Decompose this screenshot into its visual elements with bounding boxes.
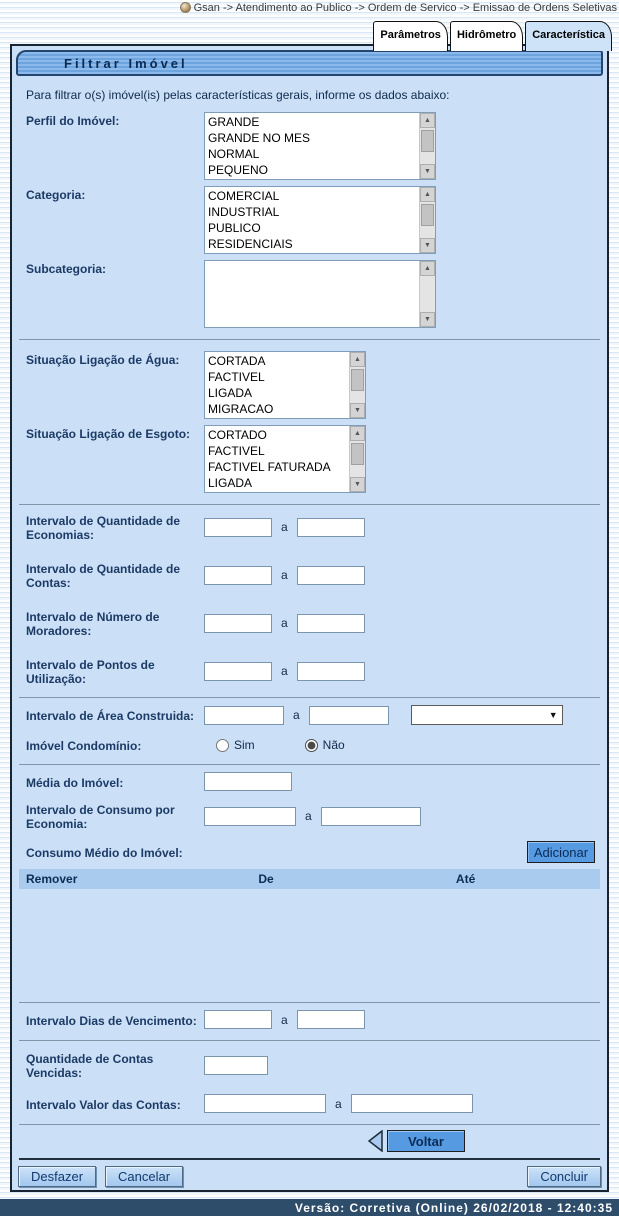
section-divider xyxy=(19,504,600,505)
condominio-nao-option[interactable] xyxy=(305,738,345,752)
listbox-option[interactable]: INDUSTRIAL xyxy=(208,205,280,219)
voltar-button[interactable]: Voltar xyxy=(387,1130,465,1152)
consumo-economia-from-input[interactable] xyxy=(204,807,296,826)
scroll-down-icon[interactable]: ▼ xyxy=(420,164,435,179)
chevron-down-icon: ▼ xyxy=(548,710,558,720)
media-input[interactable] xyxy=(204,772,292,791)
perfil-listbox[interactable] xyxy=(204,112,436,180)
scroll-thumb[interactable] xyxy=(351,369,364,391)
contas-vencidas-label: Quantidade de Contas Vencidas: xyxy=(26,1052,154,1080)
scroll-thumb[interactable] xyxy=(421,204,434,226)
pontos-label: Intervalo de Pontos de Utilização: xyxy=(26,658,155,686)
listbox-option[interactable]: RESIDENCIAIS xyxy=(208,237,293,251)
subcategoria-listbox[interactable] xyxy=(204,260,436,328)
listbox-option[interactable]: MIGRACAO xyxy=(208,402,274,416)
moradores-to-input[interactable] xyxy=(297,614,365,633)
scroll-up-icon[interactable]: ▲ xyxy=(350,352,365,367)
radio-label: Não xyxy=(322,738,345,752)
col-remover: Remover xyxy=(26,872,78,886)
area-unit-select[interactable] xyxy=(411,705,563,725)
listbox-option[interactable]: PUBLICO xyxy=(208,221,261,235)
scroll-down-icon[interactable]: ▼ xyxy=(350,477,365,492)
consumo-medio-label: Consumo Médio do Imóvel: xyxy=(26,846,183,860)
listbox-option[interactable]: COMERCIAL xyxy=(208,189,280,203)
valor-contas-from-input[interactable] xyxy=(204,1094,326,1113)
subcategoria-label: Subcategoria: xyxy=(26,262,107,276)
gsan-icon xyxy=(180,2,191,13)
consumo-table xyxy=(19,869,600,991)
consumo-economia-to-input[interactable] xyxy=(321,807,421,826)
categoria-listbox[interactable] xyxy=(204,186,436,254)
range-connector: a xyxy=(305,809,312,823)
listbox-option[interactable]: FACTIVEL FATURADA xyxy=(208,460,331,474)
scroll-up-icon[interactable]: ▲ xyxy=(420,187,435,202)
range-connector: a xyxy=(281,1012,288,1027)
scroll-up-icon[interactable]: ▲ xyxy=(350,426,365,441)
vencimento-to-input[interactable] xyxy=(297,1010,365,1029)
scroll-down-icon[interactable]: ▼ xyxy=(420,312,435,327)
situacao-esgoto-label: Situação Ligação de Esgoto: xyxy=(26,427,191,441)
section-divider xyxy=(19,1124,600,1125)
condominio-sim-option[interactable] xyxy=(216,738,255,752)
moradores-from-input[interactable] xyxy=(204,614,272,633)
adicionar-button[interactable]: Adicionar xyxy=(527,841,595,863)
contas-from-input[interactable] xyxy=(204,566,272,585)
tab-hidrometro[interactable]: Hidrômetro xyxy=(450,21,523,51)
situacao-esgoto-listbox[interactable] xyxy=(204,425,366,493)
listbox-option[interactable]: GRANDE xyxy=(208,115,260,129)
listbox-option[interactable]: FACTIVEL xyxy=(208,370,265,384)
vencimento-from-input[interactable] xyxy=(204,1010,272,1029)
section-divider xyxy=(19,764,600,765)
contas-label: Intervalo de Quantidade de Contas: xyxy=(26,562,181,590)
listbox-option[interactable]: GRANDE NO MES xyxy=(208,131,311,145)
condominio-sim-radio[interactable] xyxy=(216,739,229,752)
contas-to-input[interactable] xyxy=(297,566,365,585)
scroll-down-icon[interactable]: ▼ xyxy=(350,403,365,418)
scrollbar[interactable] xyxy=(349,426,365,492)
scroll-up-icon[interactable]: ▲ xyxy=(420,113,435,128)
pontos-to-input[interactable] xyxy=(297,662,365,681)
listbox-option[interactable]: FACTIVEL xyxy=(208,444,265,458)
back-arrow-icon[interactable] xyxy=(368,1130,383,1152)
footer-divider xyxy=(19,1158,600,1160)
situacao-agua-listbox[interactable] xyxy=(204,351,366,419)
perfil-label: Perfil do Imóvel: xyxy=(26,114,120,128)
listbox-option[interactable]: LIGADA xyxy=(208,386,253,400)
section-divider xyxy=(19,697,600,698)
categoria-label: Categoria: xyxy=(26,188,86,202)
range-connector: a xyxy=(335,1096,342,1111)
listbox-option[interactable]: PEQUENO xyxy=(208,163,269,177)
page-title: Filtrar Imóvel xyxy=(16,50,603,76)
scrollbar[interactable] xyxy=(419,261,435,327)
range-connector: a xyxy=(281,568,288,582)
desfazer-button[interactable]: Desfazer xyxy=(18,1166,96,1187)
range-connector: a xyxy=(293,708,300,722)
scrollbar[interactable] xyxy=(419,187,435,253)
scrollbar[interactable] xyxy=(349,352,365,418)
area-from-input[interactable] xyxy=(204,706,284,725)
breadcrumb xyxy=(0,0,619,14)
tab-bar xyxy=(373,21,612,51)
range-connector: a xyxy=(281,520,288,534)
economias-from-input[interactable] xyxy=(204,518,272,537)
valor-contas-to-input[interactable] xyxy=(351,1094,473,1113)
contas-vencidas-input[interactable] xyxy=(204,1056,268,1075)
listbox-option[interactable]: CORTADO xyxy=(208,428,267,442)
vencimento-label: Intervalo Dias de Vencimento: xyxy=(26,1013,197,1028)
scrollbar[interactable] xyxy=(419,113,435,179)
section-divider xyxy=(19,1002,600,1003)
area-to-input[interactable] xyxy=(309,706,389,725)
consumo-table-header xyxy=(19,869,600,889)
listbox-option[interactable]: NORMAL xyxy=(208,147,260,161)
listbox-option[interactable]: CORTADA xyxy=(208,354,266,368)
scroll-thumb[interactable] xyxy=(351,443,364,465)
version-text: Versão: Corretiva (Online) 26/02/2018 - 12:40:35 xyxy=(294,1200,613,1215)
range-connector: a xyxy=(281,616,288,630)
radio-label: Sim xyxy=(234,738,255,752)
listbox-option[interactable]: LIGADA xyxy=(208,476,253,490)
condominio-label: Imóvel Condomínio: xyxy=(26,739,142,753)
tab-parametros[interactable]: Parâmetros xyxy=(373,21,448,51)
intro-text: Para filtrar o(s) imóvel(is) pelas características gerais, informe os dados abaixo: xyxy=(26,88,450,102)
filter-panel xyxy=(10,44,609,1192)
pontos-from-input[interactable] xyxy=(204,662,272,681)
concluir-button[interactable]: Concluir xyxy=(527,1166,601,1187)
consumo-table-body xyxy=(19,889,600,991)
moradores-label: Intervalo de Número de Moradores: xyxy=(26,610,160,638)
condominio-nao-radio[interactable] xyxy=(305,739,318,752)
breadcrumb-text: Gsan -> Atendimento ao Publico -> Ordem de Servico -> Emissao de Ordens Seletivas xyxy=(193,1,617,14)
scroll-down-icon[interactable]: ▼ xyxy=(420,238,435,253)
area-label: Intervalo de Área Construida: xyxy=(26,709,195,723)
range-connector: a xyxy=(281,664,288,678)
consumo-economia-label: Intervalo de Consumo por Economia: xyxy=(26,803,175,831)
section-divider xyxy=(19,1040,600,1041)
valor-contas-label: Intervalo Valor das Contas: xyxy=(26,1097,181,1112)
situacao-agua-label: Situação Ligação de Água: xyxy=(26,353,180,367)
economias-to-input[interactable] xyxy=(297,518,365,537)
cancelar-button[interactable]: Cancelar xyxy=(105,1166,183,1187)
tab-caracteristica[interactable]: Característica xyxy=(525,21,612,51)
section-divider xyxy=(19,339,600,340)
scroll-up-icon[interactable]: ▲ xyxy=(420,261,435,276)
col-ate: Até xyxy=(455,872,476,886)
scroll-thumb[interactable] xyxy=(421,130,434,152)
economias-label: Intervalo de Quantidade de Economias: xyxy=(26,514,181,542)
version-bar xyxy=(0,1199,619,1216)
col-de: De xyxy=(258,872,274,886)
media-label: Média do Imóvel: xyxy=(26,775,124,790)
